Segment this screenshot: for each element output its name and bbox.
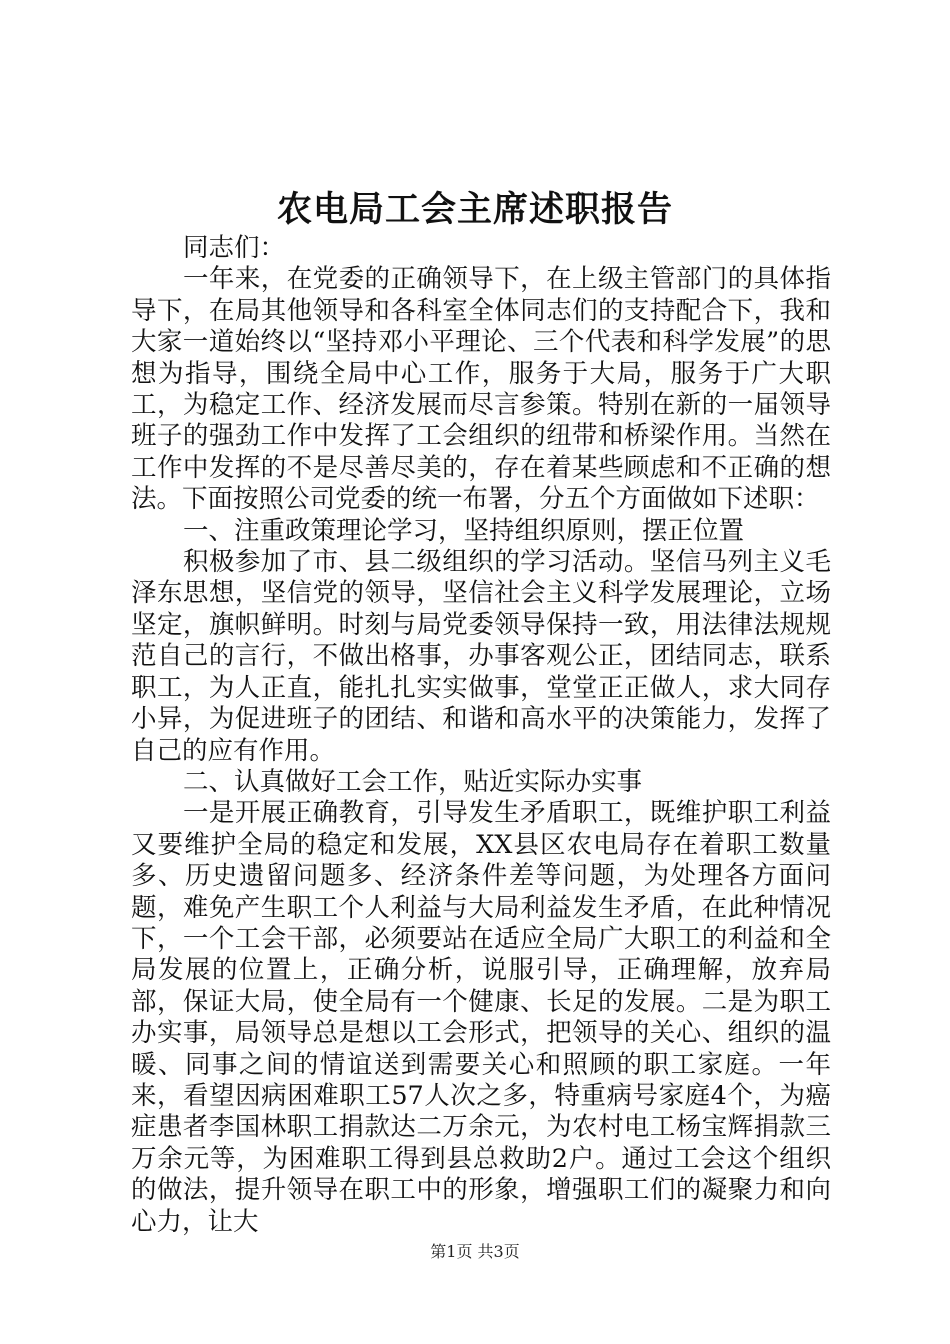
section-heading-2: 二、认真做好工会工作，贴近实际办实事 xyxy=(183,766,643,797)
section-1-paragraph: 积极参加了市、县二级组织的学习活动。坚信马列主义毛泽东思想，坚信党的领导，坚信社会主义科学发展理论，立场坚定，旗帜鲜明。时刻与局党委领导保持一致，用法律法规规范自己的言行，不做出格事，办事客观公正，团结同志，联系职工，为人正直，能扎扎实实做事，堂堂正正做人，求大同存小异，为促进班子的团结、和谐和高水平的决策能力，发挥了自己的应有作用。 xyxy=(131,547,831,766)
section-heading-1: 一、注重政策理论学习，坚持组织原则，摆正位置 xyxy=(183,515,745,546)
section-2-paragraph: 一是开展正确教育，引导发生矛盾职工，既维护职工利益又要维护全局的稳定和发展，XX县区农电局存在着职工数量多、历史遗留问题多、经济条件差等问题，为处理各方面问题，难免产生职工个人利益与大局利益发生矛盾，在此种情况下，一个工会干部，必须要站在适应全局广大职工的利益和全局发展的位置上，正确分析，说服引导，正确理解，放弃局部，保证大局，使全局有一个健康、长足的发展。二是为职工办实事，局领导总是想以工会形式，把领导的关心、组织的温暖、同事之间的情谊送到需要关心和照顾的职工家庭。一年来，看望因病困难职工57人次之多，特重病号家庭4个，为癌症患者李国林职工捐款达二万余元，为农村电工杨宝辉捐款三万余元等，为困难职工得到县总救助2户。通过工会这个组织的做法，提升领导在职工中的形象，增强职工们的凝聚力和向心力，让大 xyxy=(131,798,831,1237)
page-footer: 第1页 共3页 xyxy=(430,1242,520,1261)
salutation: 同志们： xyxy=(183,233,286,263)
document-body xyxy=(131,233,831,1238)
intro-paragraph: 一年来，在党委的正确领导下，在上级主管部门的具体指导下，在局其他领导和各科室全体同志们的支持配合下，我和大家一道始终以“坚持邓小平理论、三个代表和科学发展”的思想为指导，围绕全局中心工作，服务于大局，服务于广大职工，为稳定工作、经济发展而尽言参策。特别在新的一届领导班子的强劲工作中发挥了工会组织的纽带和桥梁作用。当然在工作中发挥的不是尽善尽美的，存在着某些顾虑和不正确的想法。下面按照公司党委的统一布署，分五个方面做如下述职： xyxy=(131,264,831,515)
document-title: 农电局工会主席述职报告 xyxy=(276,189,673,230)
